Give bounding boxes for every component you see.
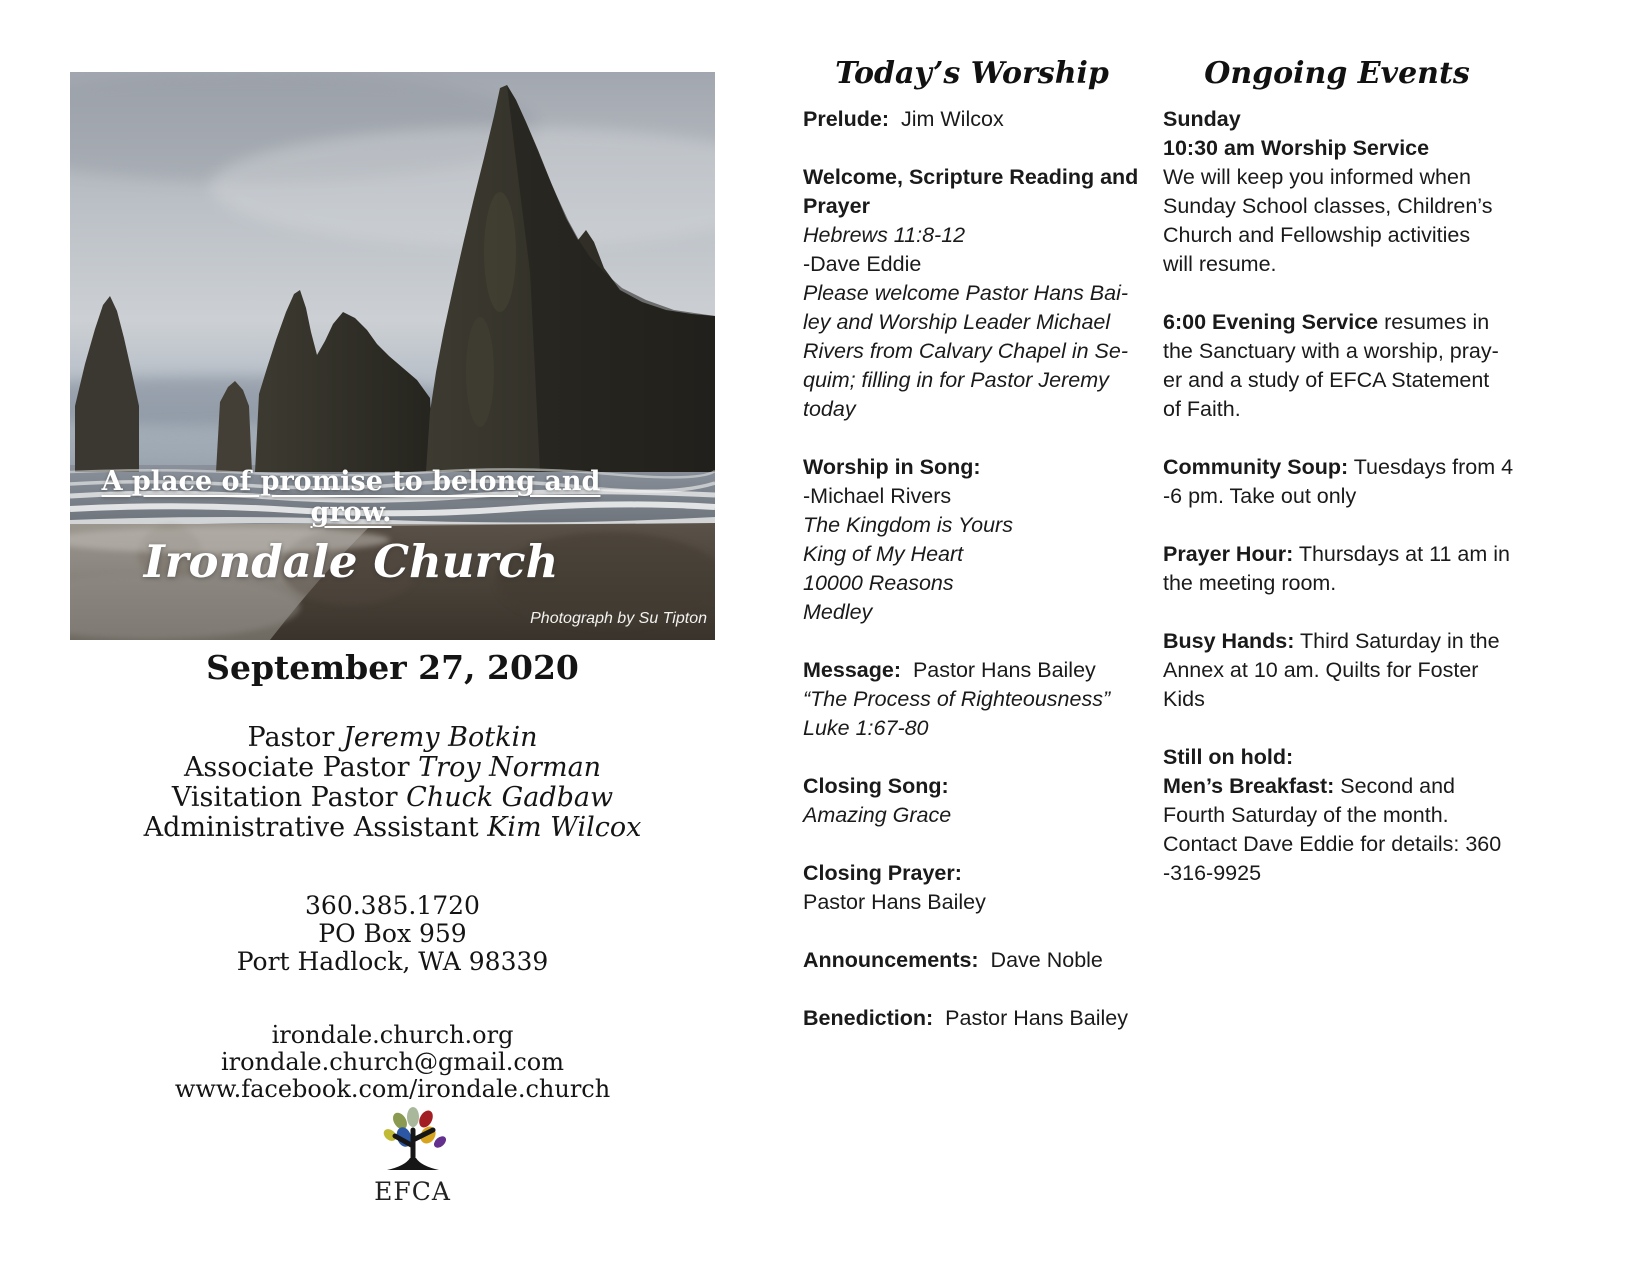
staff-line: Pastor Jeremy Botkin — [247, 722, 538, 753]
text-line: the meeting room. — [1163, 571, 1337, 595]
text-line: Closing Prayer: — [803, 861, 962, 885]
text-line: The Kingdom is Yours — [803, 513, 1013, 537]
text-line: Contact Dave Eddie for details: 360 — [1163, 832, 1502, 856]
text-line: Prelude: Jim Wilcox — [803, 107, 1004, 131]
text-line: Annex at 10 am. Quilts for Foster — [1163, 658, 1479, 682]
city-state-zip: Port Hadlock, WA 98339 — [236, 947, 549, 976]
text-line: -Michael Rivers — [803, 484, 952, 508]
text-line: Community Soup: Tuesdays from 4 — [1163, 455, 1514, 479]
staff-line: Visitation Pastor Chuck Gadbaw — [171, 782, 614, 813]
paragraph — [803, 163, 1141, 424]
paragraph — [1163, 743, 1511, 888]
text-line: Prayer — [803, 194, 870, 218]
paragraph — [1163, 105, 1511, 279]
text-line: Message: Pastor Hans Bailey — [803, 658, 1096, 682]
ongoing-events-body — [1163, 105, 1514, 888]
text-line: the Sanctuary with a worship, pray- — [1163, 339, 1499, 363]
text-line: Rivers from Calvary Chapel in Se- — [803, 339, 1128, 363]
text-line: Sunday School classes, Children’s — [1163, 194, 1493, 218]
text-line: Luke 1:67-80 — [803, 716, 929, 740]
paragraph — [1163, 453, 1514, 511]
email-address: irondale.church@gmail.com — [220, 1048, 565, 1076]
text-line: Medley — [803, 600, 873, 624]
contact-block — [70, 892, 715, 976]
text-line: Kids — [1163, 687, 1205, 711]
church-name: Irondale Church — [143, 535, 559, 588]
paragraph — [803, 656, 1141, 743]
photo-credit: Photograph by Su Tipton — [530, 610, 707, 627]
text-line: Announcements: Dave Noble — [803, 948, 1103, 972]
efca-logo — [70, 1106, 735, 1206]
text-line: Hebrews 11:8-12 — [803, 223, 966, 247]
text-line: “The Process of Righteousness” — [803, 687, 1111, 711]
bulletin-date: September 27, 2020 — [206, 648, 579, 687]
church-tagline: A place of promise to belong and grow. — [101, 466, 601, 528]
staff-list — [70, 723, 715, 843]
text-line: ley and Worship Leader Michael — [803, 310, 1111, 334]
text-line: 10:30 am Worship Service — [1163, 136, 1430, 160]
paragraph — [803, 772, 1141, 830]
text-line: Men’s Breakfast: Second and — [1163, 774, 1456, 798]
text-line: er and a study of EFCA Statement — [1163, 368, 1490, 392]
efca-label: EFCA — [374, 1177, 451, 1206]
text-line: Please welcome Pastor Hans Bai- — [803, 281, 1129, 305]
ongoing-events-column — [1163, 54, 1514, 917]
paragraph — [1163, 627, 1511, 714]
facebook-url: www.facebook.com/irondale.church — [174, 1075, 611, 1103]
text-line: Church and Fellowship activities — [1163, 223, 1471, 247]
ongoing-events-title: Ongoing Events — [1204, 56, 1470, 91]
text-line: Sunday — [1163, 107, 1241, 131]
todays-worship-title: Today’s Worship — [835, 56, 1109, 91]
paragraph — [803, 105, 1141, 134]
todays-worship-column — [803, 54, 1141, 1062]
text-line: We will keep you informed when — [1163, 165, 1471, 189]
text-line: Worship in Song: — [803, 455, 981, 479]
photo-overlay-text — [70, 466, 632, 588]
text-line: will resume. — [1163, 252, 1277, 276]
efca-tree-icon — [373, 1106, 453, 1172]
text-line: -316-9925 — [1163, 861, 1262, 885]
text-line: Busy Hands: Third Saturday in the — [1163, 629, 1500, 653]
po-box: PO Box 959 — [318, 919, 467, 948]
text-line: of Faith. — [1163, 397, 1241, 421]
text-line: Amazing Grace — [803, 803, 952, 827]
paragraph — [1163, 540, 1511, 598]
text-line: Welcome, Scripture Reading and — [803, 165, 1139, 189]
paragraph — [803, 859, 1141, 917]
text-line: King of My Heart — [803, 542, 964, 566]
text-line: 10000 Reasons — [803, 571, 954, 595]
text-line: Prayer Hour: Thursdays at 11 am in — [1163, 542, 1510, 566]
text-line: quim; filling in for Pastor Jeremy — [803, 368, 1109, 392]
website-url: irondale.church.org — [271, 1021, 514, 1049]
paragraph — [803, 946, 1141, 975]
text-line: Pastor Hans Bailey — [803, 890, 986, 914]
staff-line: Administrative Assistant Kim Wilcox — [143, 812, 642, 843]
text-line: Still on hold: — [1163, 745, 1294, 769]
text-line: 6:00 Evening Service resumes in — [1163, 310, 1490, 334]
paragraph — [803, 453, 1141, 627]
text-line: Fourth Saturday of the month. — [1163, 803, 1449, 827]
text-line: -6 pm. Take out only — [1163, 484, 1357, 508]
web-block — [70, 1022, 715, 1103]
phone-number: 360.385.1720 — [305, 891, 480, 920]
text-line: -Dave Eddie — [803, 252, 922, 276]
text-line: today — [803, 397, 856, 421]
text-line: Benediction: Pastor Hans Bailey — [803, 1006, 1128, 1030]
paragraph — [803, 1004, 1141, 1033]
paragraph — [1163, 308, 1511, 424]
text-line: Closing Song: — [803, 774, 949, 798]
cover-photo — [70, 72, 715, 640]
staff-line: Associate Pastor Troy Norman — [183, 752, 602, 783]
todays-worship-body — [803, 105, 1141, 1033]
